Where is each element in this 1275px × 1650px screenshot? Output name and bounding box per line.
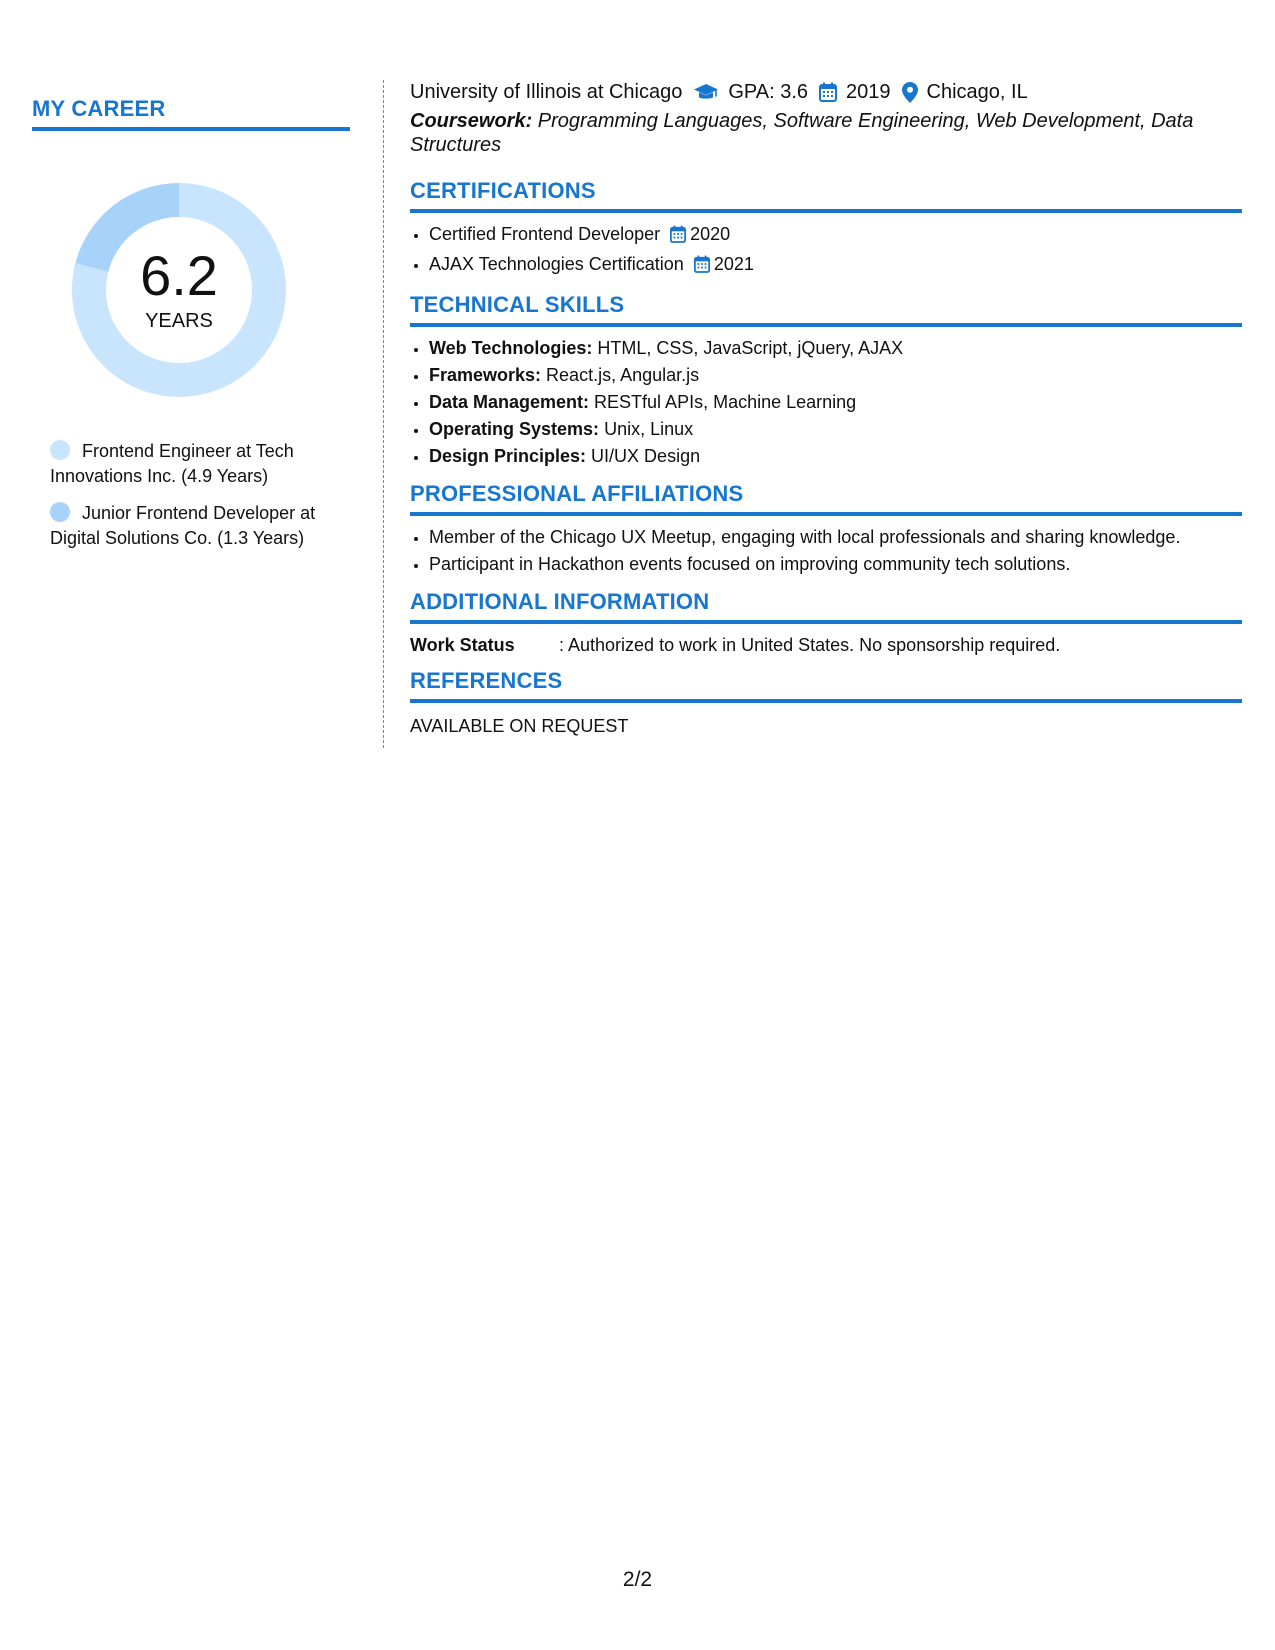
- skills-list: [410, 335, 1242, 470]
- calendar-icon: [819, 82, 837, 102]
- skill-label: Operating Systems:: [429, 419, 600, 439]
- affiliations-section: [410, 481, 1242, 578]
- skill-item: [429, 443, 1242, 470]
- legend-item: [50, 501, 340, 551]
- legend-swatch-icon: [50, 440, 70, 460]
- affiliations-list: [410, 524, 1242, 578]
- references-title: REFERENCES: [410, 668, 1242, 703]
- page-number: 2/2: [622, 1568, 653, 1591]
- skill-label: Web Technologies:: [429, 338, 593, 358]
- legend-label: Frontend Engineer at Tech Innovations Inc. (4.9 Years): [50, 441, 294, 486]
- legend-label: Junior Frontend Developer at Digital Solutions Co. (1.3 Years): [50, 503, 316, 548]
- affiliation-item: • Participant in Hackathon events focused on improving community tech solutions.: [429, 551, 1242, 578]
- skill-item: [429, 389, 1242, 416]
- skills-title: TECHNICAL SKILLS: [410, 292, 1242, 327]
- coursework: [410, 109, 1242, 157]
- career-legend: [50, 439, 340, 551]
- skill-label: Design Principles:: [429, 446, 587, 466]
- skill-label: Data Management:: [429, 392, 590, 412]
- skills-section: [410, 292, 1242, 470]
- skill-label: Frameworks:: [429, 365, 542, 385]
- certifications-section: [410, 178, 1242, 281]
- certification-year: 2020: [690, 224, 731, 244]
- education-line: [410, 78, 1242, 106]
- certification-year: 2021: [713, 254, 754, 274]
- references-text: AVAILABLE ON REQUEST: [410, 716, 629, 736]
- education-gpa: GPA: 3.6: [728, 81, 809, 103]
- affiliation-item: • Member of the Chicago UX Meetup, engaging with local professionals and sharing knowledge.: [429, 524, 1242, 551]
- affiliations-title: PROFESSIONAL AFFILIATIONS: [410, 481, 1242, 516]
- skill-item: [429, 335, 1242, 362]
- additional-info-section: [410, 589, 1242, 657]
- education-school: University of Illinois at Chicago: [410, 81, 683, 103]
- certification-name: AJAX Technologies Certification: [429, 254, 684, 274]
- location-pin-icon: [902, 82, 918, 103]
- career-donut-chart: [66, 177, 292, 403]
- certification-item: [429, 221, 1242, 251]
- career-title: MY CAREER: [32, 96, 350, 131]
- skill-value: RESTful APIs, Machine Learning: [589, 392, 857, 412]
- work-status-row: [410, 633, 1242, 657]
- skill-value: UI/UX Design: [586, 446, 701, 466]
- coursework-list: Programming Languages, Software Engineering, Web Development, Data Structures: [410, 110, 1194, 156]
- skill-item: [429, 416, 1242, 443]
- donut-unit-label: YEARS: [145, 309, 213, 332]
- graduation-cap-icon: [693, 82, 719, 102]
- calendar-icon: [670, 224, 686, 251]
- legend-swatch-icon: [50, 502, 70, 522]
- certifications-list: [410, 221, 1242, 281]
- references-section: [410, 668, 1242, 738]
- donut-center: [66, 177, 292, 403]
- education-location: Chicago, IL: [926, 81, 1028, 103]
- coursework-label: Coursework:: [410, 110, 533, 132]
- certification-item: [429, 251, 1242, 281]
- work-status-value: : Authorized to work in United States. No sponsorship required.: [559, 635, 1061, 655]
- education-year: 2019: [846, 81, 891, 103]
- career-sidebar: [32, 96, 350, 563]
- donut-total-years: 6.2: [140, 243, 218, 307]
- skill-value: React.js, Angular.js: [541, 365, 700, 385]
- certifications-title: CERTIFICATIONS: [410, 178, 1242, 213]
- main-content: [410, 78, 1242, 738]
- skill-item: [429, 362, 1242, 389]
- skill-value: HTML, CSS, JavaScript, jQuery, AJAX: [592, 338, 904, 358]
- skill-value: Unix, Linux: [599, 419, 694, 439]
- calendar-icon: [694, 254, 710, 281]
- certification-name: Certified Frontend Developer: [429, 224, 661, 244]
- column-divider: [383, 80, 384, 748]
- additional-info-title: ADDITIONAL INFORMATION: [410, 589, 1242, 624]
- legend-item: [50, 439, 340, 489]
- work-status-label: Work Status: [410, 635, 515, 655]
